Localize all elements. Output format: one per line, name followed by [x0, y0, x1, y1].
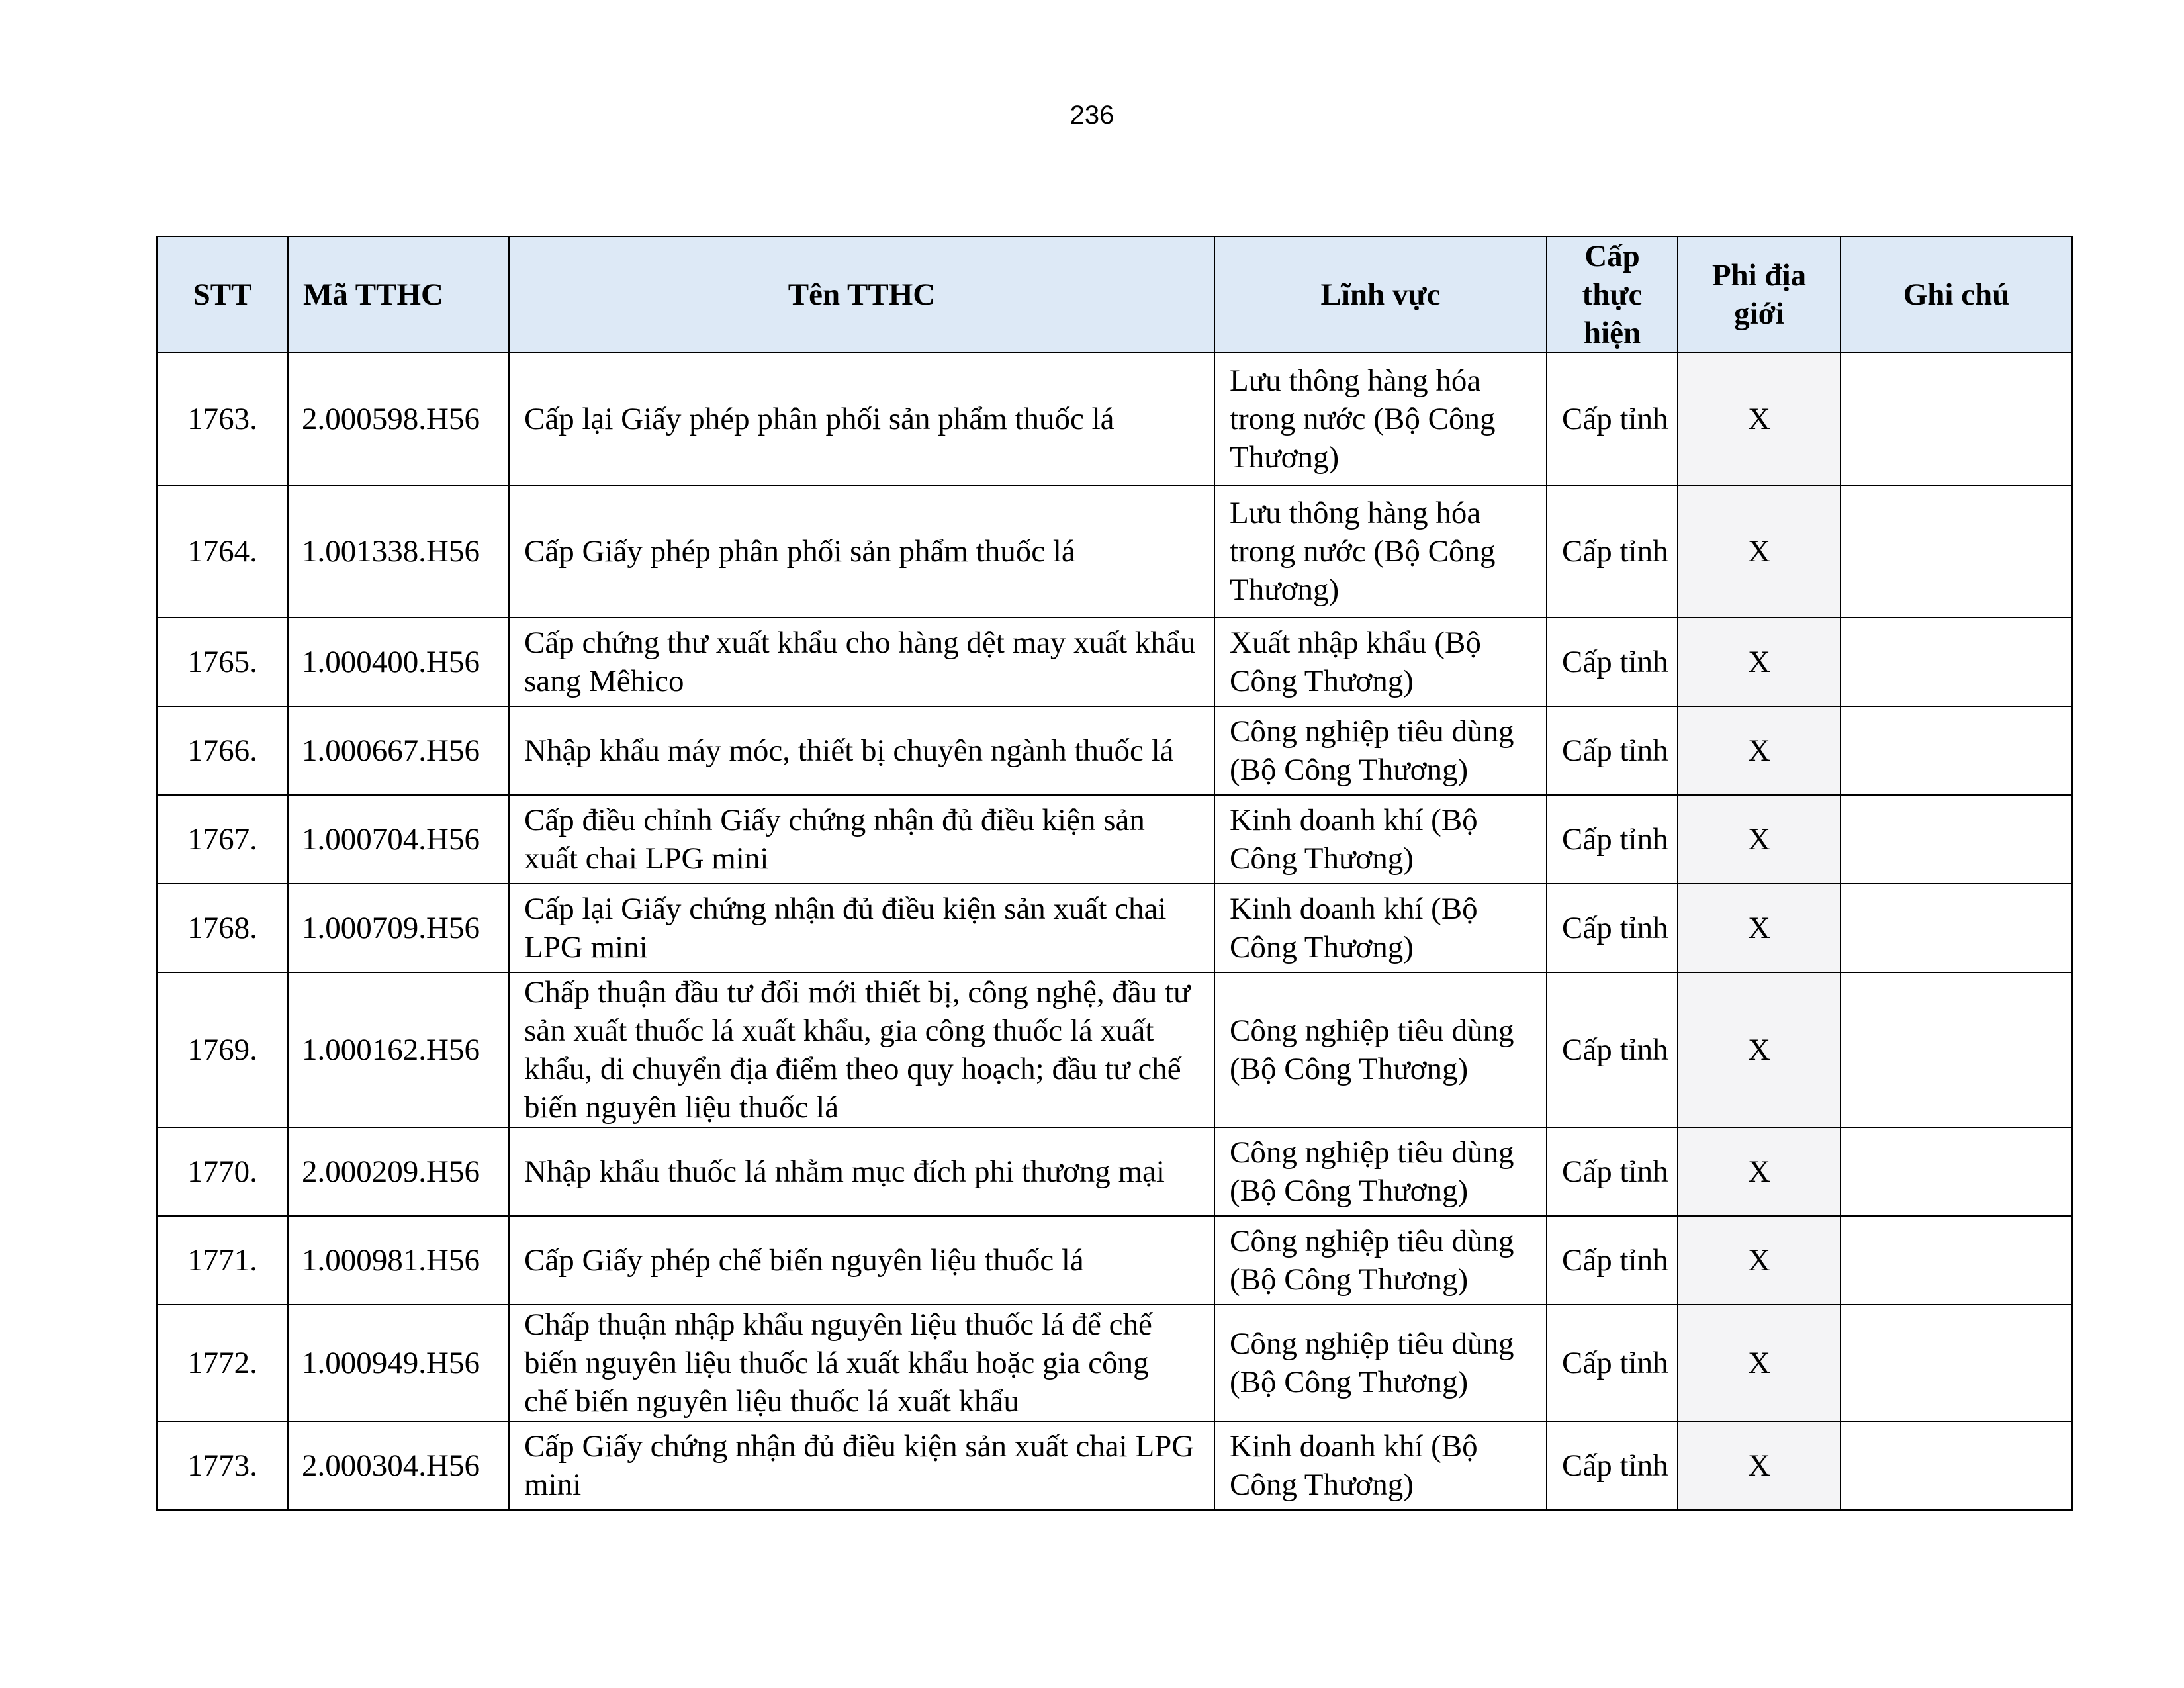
cell-stt: 1763. — [157, 353, 288, 485]
cell-name: Cấp Giấy chứng nhận đủ điều kiện sản xuất chai LPG mini — [509, 1421, 1214, 1510]
cell-field: Công nghiệp tiêu dùng (Bộ Công Thương) — [1214, 1127, 1547, 1216]
table-row — [157, 706, 2072, 795]
cell-note — [1841, 972, 2072, 1127]
cell-field: Kinh doanh khí (Bộ Công Thương) — [1214, 884, 1547, 972]
cell-field: Công nghiệp tiêu dùng (Bộ Công Thương) — [1214, 1216, 1547, 1305]
cell-note — [1841, 485, 2072, 618]
cell-code: 1.001338.H56 — [288, 485, 509, 618]
cell-level: Cấp tỉnh — [1547, 353, 1678, 485]
cell-name: Chấp thuận nhập khẩu nguyên liệu thuốc lá để chế biến nguyên liệu thuốc lá xuất khẩu hoặc gia công chế biến nguyên liệu thuốc lá xuất khẩu — [509, 1305, 1214, 1421]
cell-level: Cấp tỉnh — [1547, 1216, 1678, 1305]
header-name: Tên TTHC — [509, 236, 1214, 353]
table-header-row — [157, 236, 2072, 353]
page-number: 236 — [1069, 101, 1115, 130]
cell-level: Cấp tỉnh — [1547, 795, 1678, 884]
cell-field: Công nghiệp tiêu dùng (Bộ Công Thương) — [1214, 706, 1547, 795]
cell-name: Cấp lại Giấy phép phân phối sản phẩm thuốc lá — [509, 353, 1214, 485]
table-row — [157, 972, 2072, 1127]
cell-level: Cấp tỉnh — [1547, 884, 1678, 972]
cell-stt: 1771. — [157, 1216, 288, 1305]
cell-note — [1841, 884, 2072, 972]
cell-stt: 1766. — [157, 706, 288, 795]
cell-level: Cấp tỉnh — [1547, 1127, 1678, 1216]
cell-fee: X — [1678, 1421, 1841, 1510]
cell-note — [1841, 1127, 2072, 1216]
procedures-table — [156, 236, 2073, 1511]
header-field: Lĩnh vực — [1214, 236, 1547, 353]
cell-code: 1.000981.H56 — [288, 1216, 509, 1305]
cell-note — [1841, 706, 2072, 795]
cell-stt: 1764. — [157, 485, 288, 618]
cell-code: 2.000598.H56 — [288, 353, 509, 485]
table-row — [157, 795, 2072, 884]
cell-field: Công nghiệp tiêu dùng (Bộ Công Thương) — [1214, 1305, 1547, 1421]
cell-code: 2.000209.H56 — [288, 1127, 509, 1216]
cell-field: Kinh doanh khí (Bộ Công Thương) — [1214, 795, 1547, 884]
table-row — [157, 1216, 2072, 1305]
cell-fee: X — [1678, 485, 1841, 618]
cell-code: 1.000162.H56 — [288, 972, 509, 1127]
cell-stt: 1770. — [157, 1127, 288, 1216]
cell-note — [1841, 1216, 2072, 1305]
cell-name: Nhập khẩu thuốc lá nhằm mục đích phi thương mại — [509, 1127, 1214, 1216]
cell-stt: 1769. — [157, 972, 288, 1127]
cell-name: Cấp lại Giấy chứng nhận đủ điều kiện sản xuất chai LPG mini — [509, 884, 1214, 972]
cell-fee: X — [1678, 795, 1841, 884]
cell-name: Nhập khẩu máy móc, thiết bị chuyên ngành thuốc lá — [509, 706, 1214, 795]
cell-note — [1841, 618, 2072, 706]
cell-code: 1.000709.H56 — [288, 884, 509, 972]
cell-stt: 1768. — [157, 884, 288, 972]
cell-code: 2.000304.H56 — [288, 1421, 509, 1510]
cell-fee: X — [1678, 353, 1841, 485]
header-note: Ghi chú — [1841, 236, 2072, 353]
table-row — [157, 1127, 2072, 1216]
cell-fee: X — [1678, 706, 1841, 795]
cell-field: Kinh doanh khí (Bộ Công Thương) — [1214, 1421, 1547, 1510]
cell-name: Cấp điều chỉnh Giấy chứng nhận đủ điều kiện sản xuất chai LPG mini — [509, 795, 1214, 884]
cell-stt: 1765. — [157, 618, 288, 706]
table-row — [157, 1305, 2072, 1421]
cell-name: Cấp Giấy phép phân phối sản phẩm thuốc lá — [509, 485, 1214, 618]
cell-level: Cấp tỉnh — [1547, 1305, 1678, 1421]
cell-field: Công nghiệp tiêu dùng (Bộ Công Thương) — [1214, 972, 1547, 1127]
cell-level: Cấp tỉnh — [1547, 618, 1678, 706]
table-row — [157, 884, 2072, 972]
cell-fee: X — [1678, 972, 1841, 1127]
header-level: Cấp thực hiện — [1547, 236, 1678, 353]
cell-level: Cấp tỉnh — [1547, 485, 1678, 618]
cell-note — [1841, 353, 2072, 485]
cell-name: Chấp thuận đầu tư đổi mới thiết bị, công nghệ, đầu tư sản xuất thuốc lá xuất khẩu, gia công thuốc lá xuất khẩu, di chuyển địa điểm theo quy hoạch; đầu tư chế biến nguyên liệu thuốc lá — [509, 972, 1214, 1127]
cell-stt: 1772. — [157, 1305, 288, 1421]
cell-note — [1841, 1305, 2072, 1421]
cell-field: Lưu thông hàng hóa trong nước (Bộ Công Thương) — [1214, 485, 1547, 618]
table-row — [157, 1421, 2072, 1510]
table-row — [157, 618, 2072, 706]
cell-name: Cấp chứng thư xuất khẩu cho hàng dệt may xuất khẩu sang Mêhico — [509, 618, 1214, 706]
cell-level: Cấp tỉnh — [1547, 706, 1678, 795]
cell-stt: 1767. — [157, 795, 288, 884]
cell-fee: X — [1678, 884, 1841, 972]
cell-code: 1.000704.H56 — [288, 795, 509, 884]
cell-name: Cấp Giấy phép chế biến nguyên liệu thuốc lá — [509, 1216, 1214, 1305]
cell-fee: X — [1678, 1305, 1841, 1421]
table-row — [157, 353, 2072, 485]
cell-field: Lưu thông hàng hóa trong nước (Bộ Công Thương) — [1214, 353, 1547, 485]
header-stt: STT — [157, 236, 288, 353]
cell-fee: X — [1678, 1127, 1841, 1216]
cell-field: Xuất nhập khẩu (Bộ Công Thương) — [1214, 618, 1547, 706]
cell-level: Cấp tỉnh — [1547, 1421, 1678, 1510]
header-code: Mã TTHC — [288, 236, 509, 353]
cell-note — [1841, 795, 2072, 884]
cell-stt: 1773. — [157, 1421, 288, 1510]
cell-level: Cấp tỉnh — [1547, 972, 1678, 1127]
table-row — [157, 485, 2072, 618]
cell-fee: X — [1678, 1216, 1841, 1305]
cell-code: 1.000949.H56 — [288, 1305, 509, 1421]
cell-code: 1.000400.H56 — [288, 618, 509, 706]
cell-code: 1.000667.H56 — [288, 706, 509, 795]
cell-fee: X — [1678, 618, 1841, 706]
header-fee: Phi địa giới — [1678, 236, 1841, 353]
cell-note — [1841, 1421, 2072, 1510]
